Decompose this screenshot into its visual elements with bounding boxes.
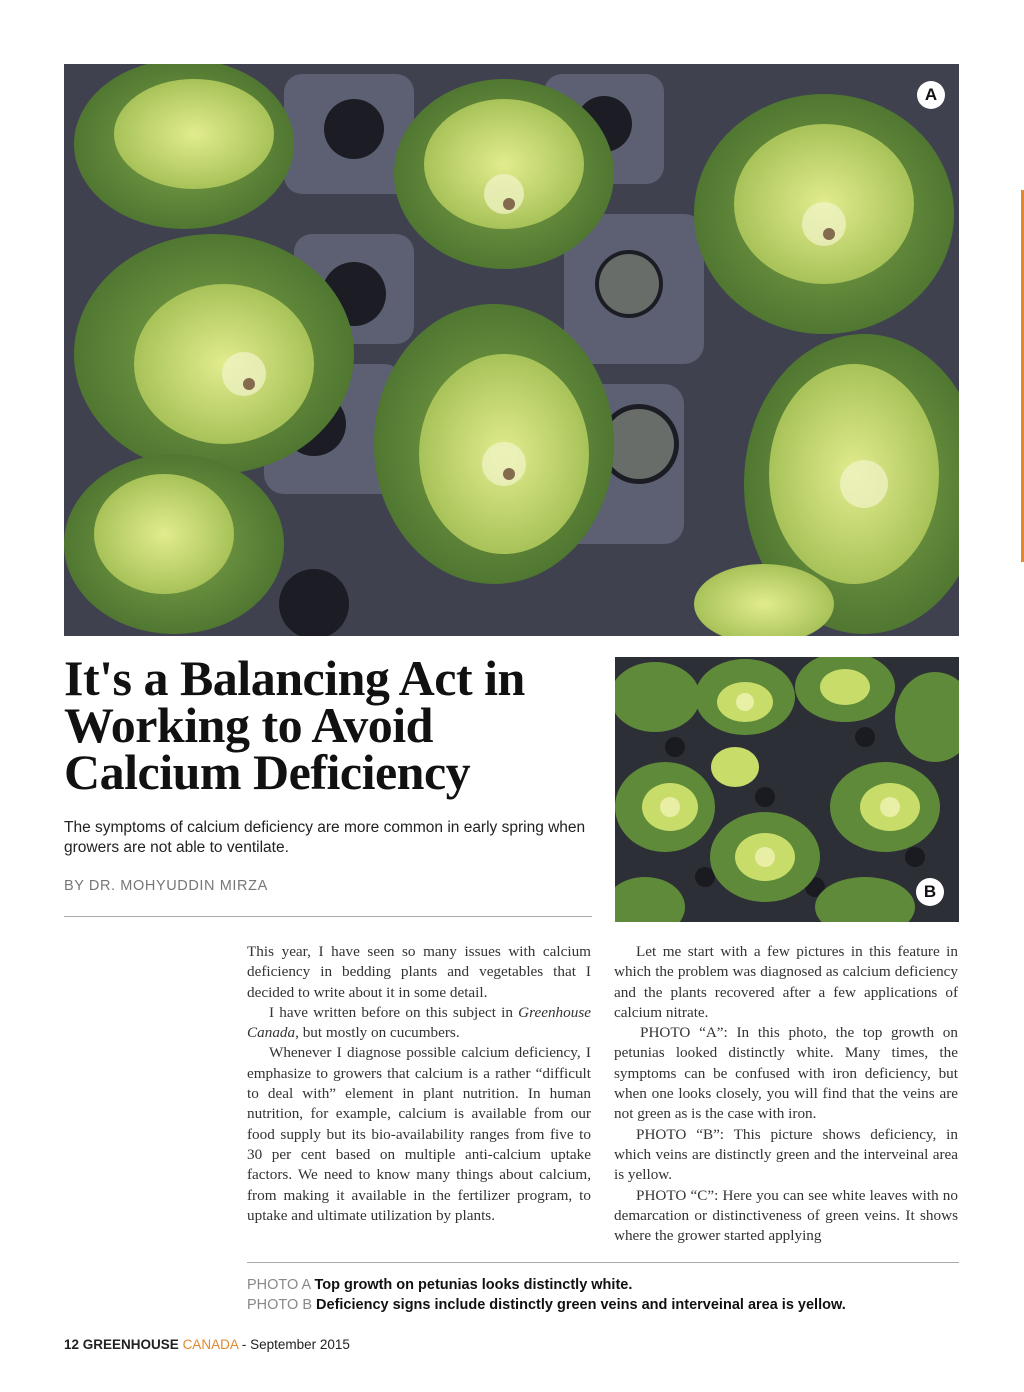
page-footer: [64, 1337, 350, 1352]
body-column-1: [247, 942, 591, 1226]
article-deck: The symptoms of calcium deficiency are more common in early spring when growers are not able to ventilate.: [64, 819, 586, 856]
caption-text: Top growth on petunias looks distinctly white.: [314, 1277, 633, 1293]
caption-label: PHOTO B: [247, 1297, 317, 1313]
body-paragraph: PHOTO “A”: In this photo, the top growth on petunias looked distinctly white. Many times, the symptoms can be confused with iron deficiency, but when one looks closely, you will find that the veins are not green as is the case with iron.: [614, 1024, 958, 1123]
caption-divider: [247, 1262, 959, 1263]
photo-b-badge: B: [916, 878, 944, 906]
article-byline: BY DR. MOHYUDDIN MIRZA: [64, 878, 268, 894]
body-paragraph: This year, I have seen so many issues with calcium deficiency in bedding plants and vegetables that I decided to write about it in some detail.: [247, 943, 591, 1001]
photo-a-image: [64, 64, 959, 636]
page-number: 12: [64, 1337, 83, 1352]
caption-label: PHOTO A: [247, 1277, 315, 1293]
publication-name: Greenhouse Canada: [247, 1003, 591, 1042]
body-column-2: [614, 942, 958, 1246]
article-headline: It's a Balancing Act in Working to Avoid Calcium Deficiency: [64, 650, 525, 800]
body-text: I have written before on this subject in: [269, 1003, 519, 1021]
photo-b: [615, 657, 959, 922]
body-text: , but mostly on cucumbers.: [295, 1024, 460, 1042]
caption-text: Deficiency signs include distinctly green veins and interveinal area is yellow.: [316, 1297, 846, 1313]
body-paragraph: [247, 1003, 591, 1044]
photo-b-image: [615, 657, 959, 922]
body-paragraph: Let me start with a few pictures in this feature in which the problem was diagnosed as calcium deficiency and the plants recovered after a few applications of calcium nitrate.: [614, 943, 958, 1021]
photo-b-caption: [247, 1296, 846, 1314]
body-paragraph: PHOTO “C”: Here you can see white leaves with no demarcation or distinctiveness of green veins. It shows where the grower started applying: [614, 1186, 958, 1245]
photo-a: [64, 64, 959, 636]
publication-name-bold: GREENHOUSE: [82, 1337, 183, 1352]
publication-name-light: CANADA: [182, 1337, 239, 1352]
photo-a-caption: [247, 1276, 632, 1294]
photo-a-badge: A: [917, 81, 945, 109]
issue-date: - September 2015: [238, 1337, 350, 1352]
body-paragraph: PHOTO “B”: This picture shows deficiency, in which veins are distinctly green and the interveinal area is yellow.: [614, 1125, 958, 1184]
body-paragraph: Whenever I diagnose possible calcium deficiency, I emphasize to growers that calcium is a rather “difficult to deal with” element in plant nutrition. In human nutrition, for example, calcium is available from our food supply but its bio-availability ranges from five to 30 per cent based on multiple anti-calcium uptake factors. We need to know many things about calcium, from making it available in the fertilizer program, to uptake and ultimate utilization by plants.: [247, 1044, 591, 1224]
divider-rule: [64, 916, 592, 917]
